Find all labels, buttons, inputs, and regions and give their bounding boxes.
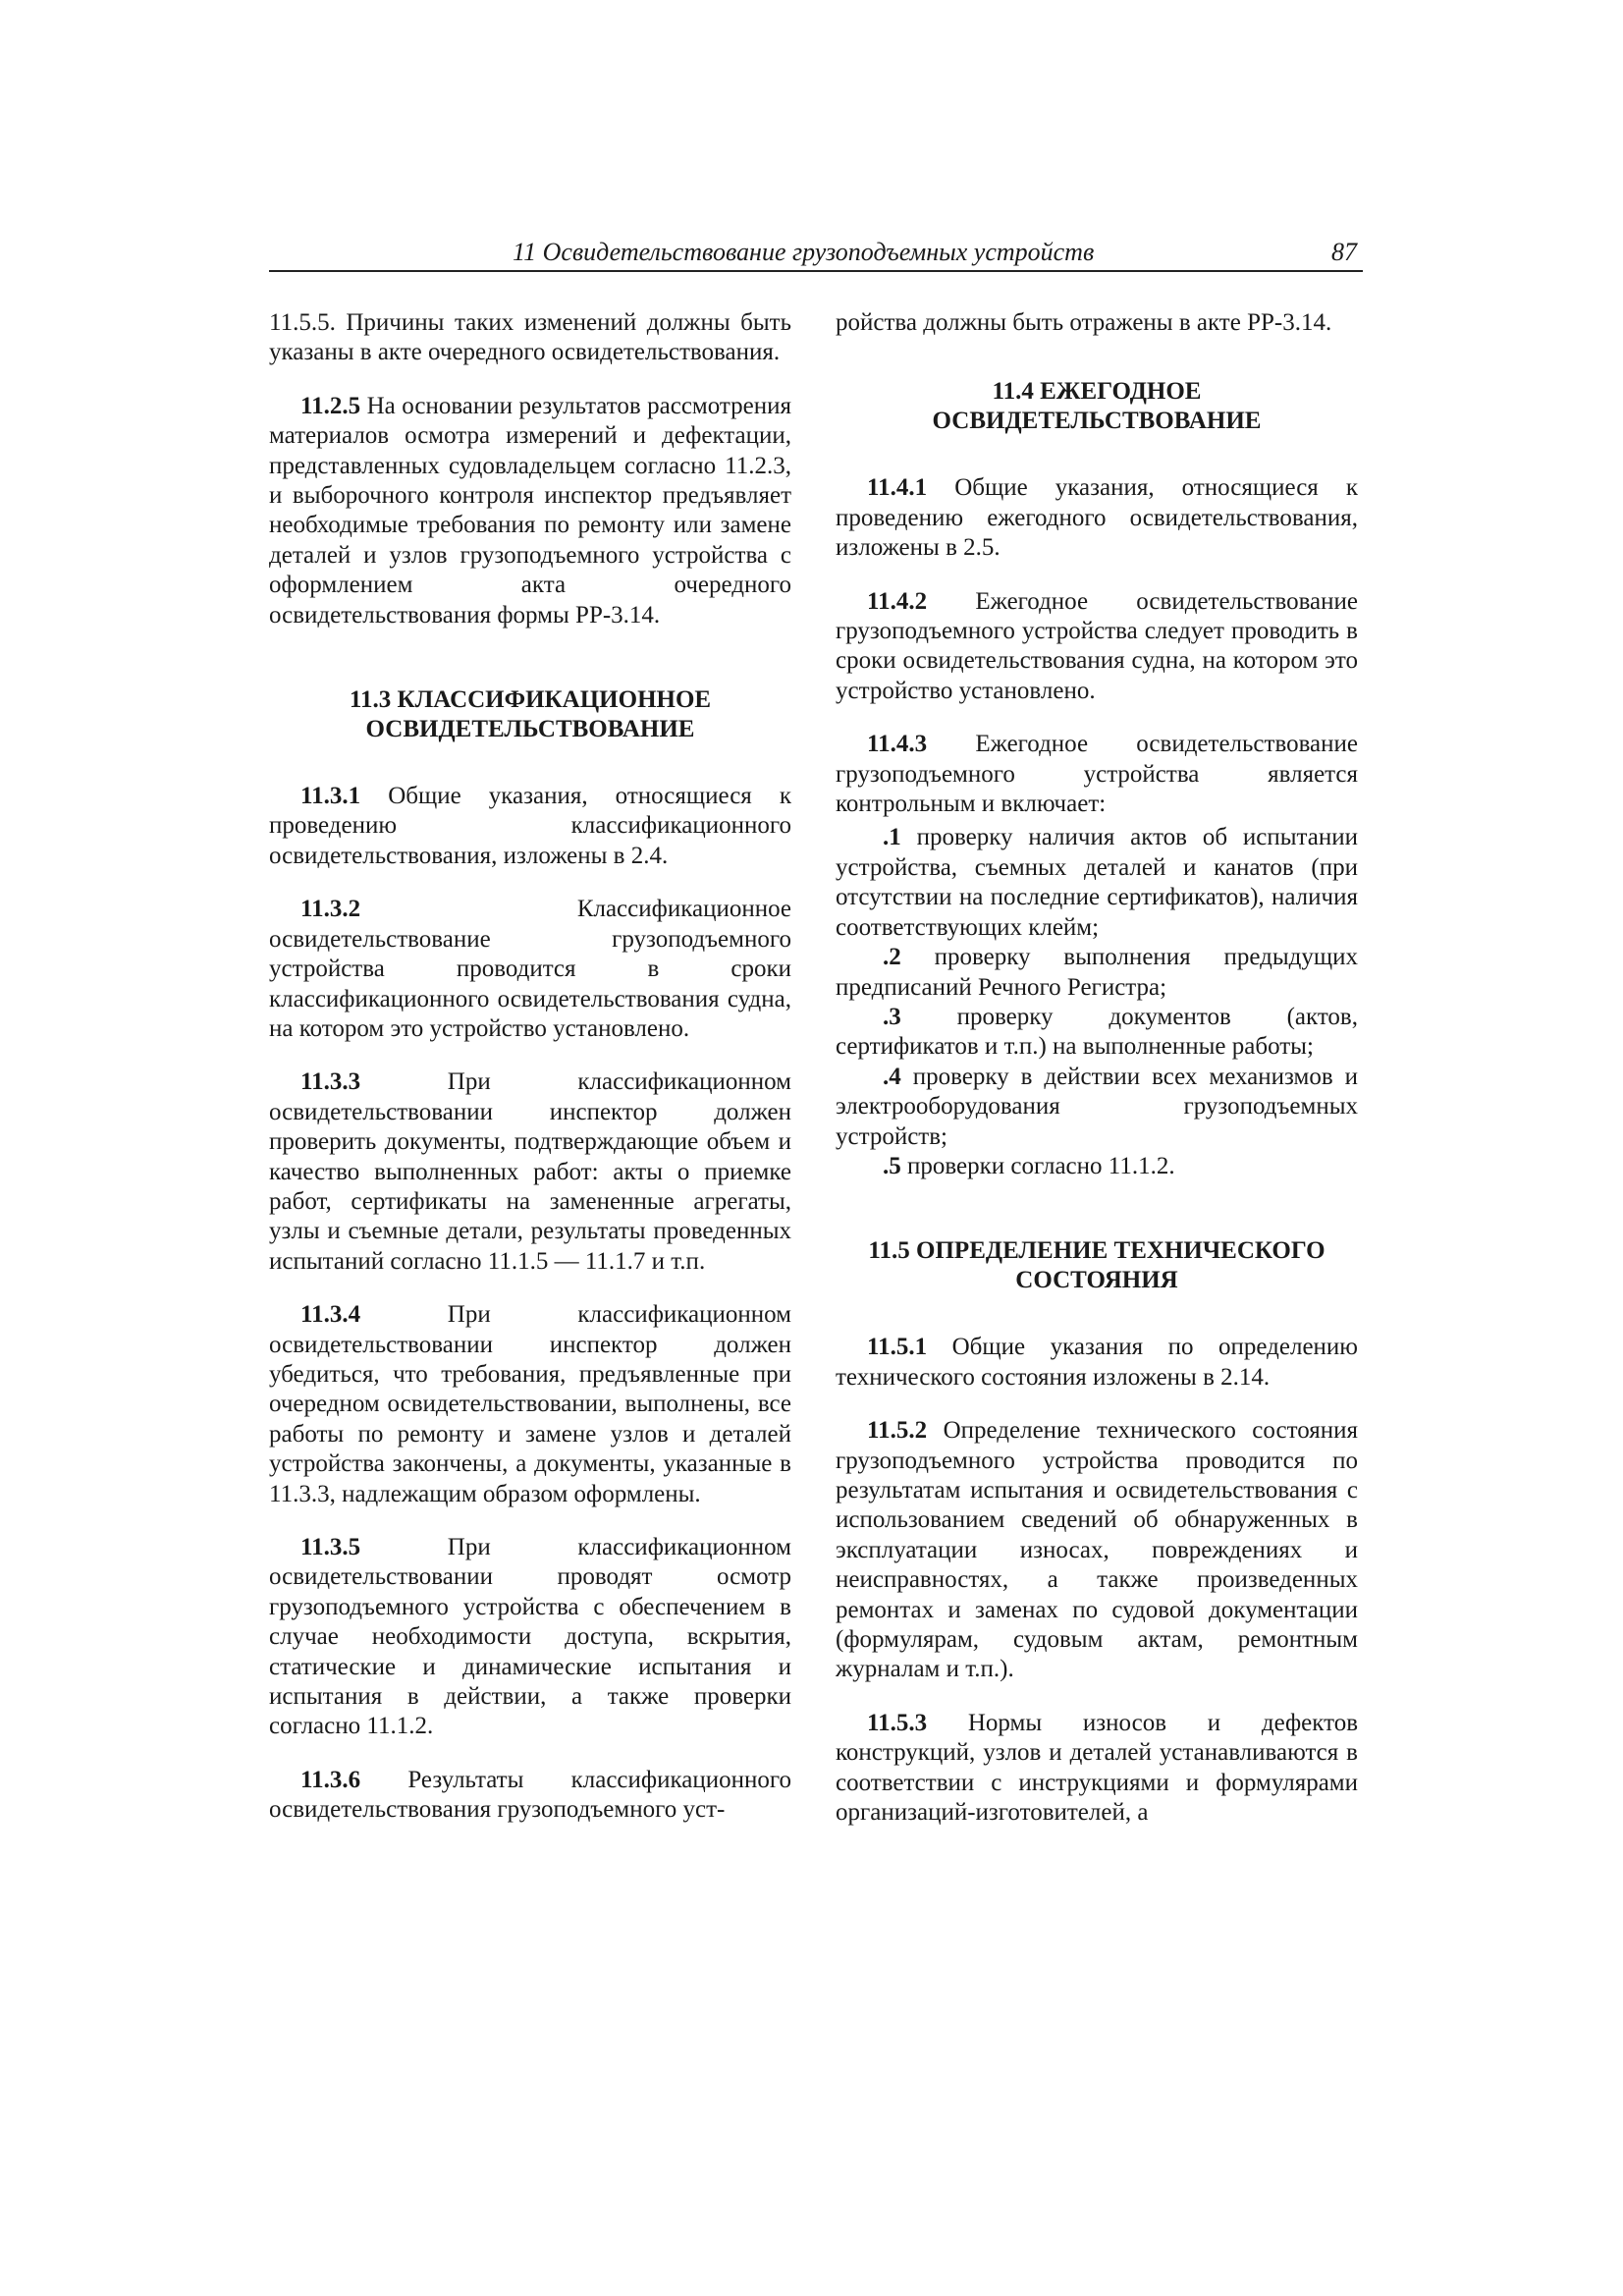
clause-number: 11.3.4: [300, 1301, 361, 1329]
clause-number: 11.4.1: [867, 474, 928, 502]
clause-number: 11.3.1: [300, 783, 361, 810]
list-item: .2 проверку выполнения предыдущих предписаний Речного Регистра;: [836, 944, 1358, 1001]
clause-number: 11.2.5: [300, 392, 361, 419]
page-number: 87: [1331, 238, 1357, 266]
clause-number: 11.3.3: [300, 1068, 361, 1096]
paragraph: ройства должны быть отражены в акте РР-3.14.: [836, 309, 1332, 336]
paragraph-11-4-3: 11.4.3 Ежегодное освидетельствование грузоподъемного устройства является контрольным и включает:: [836, 731, 1358, 818]
paragraph-11-2-5: 11.2.5 На основании результатов рассмотрения материалов осмотра измерений и дефектации, представленных судовладельцем согласно 11.2.3, и выборочного контроля инспектор предъявляет необходимые требования по ремонту или замене деталей и узлов грузоподъемного устройства с оформлением акта очередного освидетельствования формы РР-3.14.: [269, 392, 791, 629]
paragraph: 11.5.5. Причины таких изменений должны быть указаны в акте очередного освидетельствования.: [269, 309, 791, 366]
paragraph-11-3-1: 11.3.1 Общие указания, относящиеся к проведению классификационного освидетельствования, изложены в 2.4.: [269, 783, 791, 869]
right-column: [836, 308, 1358, 1851]
paragraph-11-4-1: 11.4.1 Общие указания, относящиеся к проведению ежегодного освидетельствования, изложены в 2.5.: [836, 474, 1358, 562]
list-item: .1 проверку наличия актов об испытании устройства, съемных деталей и канатов (при отсутствии на последние сертификатов), наличия соответствующих клейм;: [836, 824, 1358, 941]
clause-number: 11.5.3: [867, 1709, 928, 1736]
list-item: .5 проверки согласно 11.1.2.: [883, 1152, 1175, 1179]
clause-number: 11.4.3: [867, 731, 928, 758]
clause-number: 11.3.2: [300, 896, 361, 923]
clause-number: 11.5.2: [867, 1417, 928, 1445]
paragraph-11-5-3: 11.5.3 Нормы износов и дефектов конструкций, узлов и деталей устанавливаются в соответствии с инструкциями и формулярами организаций-изготовителей, а: [836, 1709, 1358, 1827]
section-heading-11-4: 11.4 ЕЖЕГОДНОЕ ОСВИДЕТЕЛЬСТВОВАНИЕ: [932, 378, 1262, 435]
section-heading-11-5: 11.5 ОПРЕДЕЛЕНИЕ ТЕХНИЧЕСКОГО СОСТОЯНИЯ: [868, 1237, 1325, 1294]
clause-number: 11.5.1: [867, 1334, 928, 1361]
paragraph-11-3-5: 11.3.5 При классификационном освидетельствовании проводят осмотр грузоподъемного устройства с обеспечением в случае необходимости доступа, вскрытия, статические и динамические испытания и испытания в действии, а также проверки согласно 11.1.2.: [269, 1534, 791, 1740]
list-item: .4 проверку в действии всех механизмов и электрооборудования грузоподъемных устройств;: [836, 1063, 1358, 1150]
paragraph-11-3-6: 11.3.6 Результаты классификационного освидетельствования грузоподъемного уст-: [269, 1766, 791, 1824]
left-column: [269, 308, 791, 1849]
paragraph-11-3-2: 11.3.2 Классификационное освидетельствование грузоподъемного устройства проводится в сроки классификационного освидетельствования судна, на котором это устройство установлено.: [269, 896, 791, 1042]
paragraph-11-4-2: 11.4.2 Ежегодное освидетельствование грузоподъемного устройства следует проводить в сроки освидетельствования судна, на котором это устройство установлено.: [836, 587, 1358, 704]
clause-number: 11.4.2: [867, 587, 928, 615]
section-heading-11-3: 11.3 КЛАССИФИКАЦИОННОЕ ОСВИДЕТЕЛЬСТВОВАНИЕ: [349, 686, 712, 743]
paragraph-11-3-3: 11.3.3 При классификационном освидетельствовании инспектор должен проверить документы, подтверждающие объем и качество выполненных работ: акты о приемке работ, сертификаты на замененные агрегаты, узлы и съемные детали, результаты проведенных испытаний согласно 11.1.5 — 11.1.7 и т.п.: [269, 1068, 791, 1275]
header-title: 11 Освидетельствование грузоподъемных устройств: [513, 238, 1095, 266]
paragraph-11-5-1: 11.5.1 Общие указания по определению технического состояния изложены в 2.14.: [836, 1334, 1358, 1391]
running-header: [269, 239, 1363, 272]
list-item: .3 проверку документов (актов, сертификатов и т.п.) на выполненные работы;: [836, 1003, 1358, 1061]
clause-number: 11.3.6: [300, 1766, 361, 1793]
paragraph-11-3-4: 11.3.4 При классификационном освидетельствовании инспектор должен убедиться, что требования, предъявленные при очередном освидетельствовании, выполнены, все работы по ремонту и замене узлов и деталей устройства закончены, а документы, указанные в 11.3.3, надлежащим образом оформлены.: [269, 1301, 791, 1507]
clause-number: 11.3.5: [300, 1534, 361, 1560]
paragraph-11-5-2: 11.5.2 Определение технического состояния грузоподъемного устройства проводится по результатам испытания и освидетельствования с использованием сведений об обнаруженных в эксплуатации износах, повреждениях и неисправностях, а также произведенных ремонтах и заменах по судовой документации (формулярам, судовым актам, ремонтным журналам и т.п.).: [836, 1417, 1358, 1683]
